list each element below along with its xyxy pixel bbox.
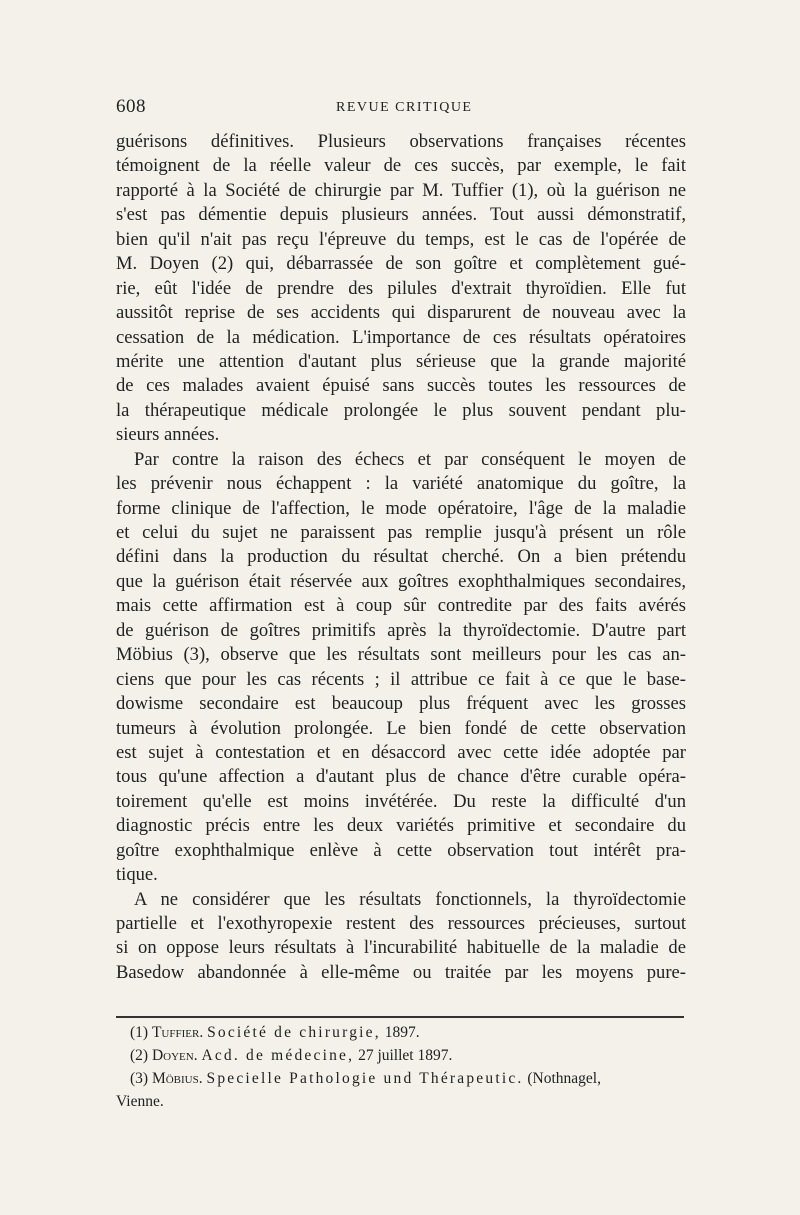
footnote-number: (2) <box>130 1047 149 1064</box>
text-line: toirement qu'elle est moins invétérée. Du reste la difficulté d'un <box>116 790 686 812</box>
footnote-reference: Société de chirurgie, <box>207 1024 381 1041</box>
running-title: REVUE CRITIQUE <box>336 100 473 115</box>
text-line: partielle et l'exothyropexie restent des ressources précieuses, surtout <box>116 913 686 934</box>
footnote-number: (1) <box>130 1024 149 1041</box>
text-line: de ces malades avaient épuisé sans succès toutes les ressources de <box>116 375 686 397</box>
text-line: guérisons définitives. Plusieurs observations françaises récentes <box>116 131 686 152</box>
footnotes <box>116 1021 686 1113</box>
text-line: dowisme secondaire est beaucoup plus fréquent avec les grosses <box>116 693 686 715</box>
footnote <box>116 1044 686 1067</box>
body-text <box>116 130 686 985</box>
text-line: s'est pas démentie depuis plusieurs années. Tout aussi démonstratif, <box>116 204 686 226</box>
text-line: sieurs années. <box>116 424 220 446</box>
text-line: goître exophthalmique enlève à cette observation tout intérêt pra- <box>116 839 686 861</box>
footnote-reference: Acd. de médecine, <box>201 1047 355 1064</box>
text-line: Möbius (3), observe que les résultats sont meilleurs pour les cas an- <box>116 644 686 666</box>
page-number: 608 <box>116 96 146 117</box>
footnote-detail: (Nothnagel, <box>523 1070 601 1087</box>
text-line: ciens que pour les cas récents ; il attribue ce fait à ce que le base- <box>116 668 686 690</box>
footnote-author: Tuffier. <box>151 1024 204 1041</box>
footnote-author: Doyen. <box>151 1047 198 1064</box>
footnote-detail: 27 juillet 1897. <box>354 1047 453 1064</box>
text-line: témoignent de la réelle valeur de ces succès, par exemple, le fait <box>116 155 686 177</box>
text-line: les prévenir nous échappent : la variété anatomique du goître, la <box>116 473 686 495</box>
footnote-continuation: Vienne. <box>116 1093 164 1110</box>
text-line: mais cette affirmation est à coup sûr contredite par des faits avérés <box>116 595 686 617</box>
text-line: diagnostic précis entre les deux variétés primitive et secondaire du <box>116 815 686 837</box>
text-line: que la guérison était réservée aux goîtres exophthalmiques secondaires, <box>116 570 686 592</box>
text-line: tique. <box>116 864 158 886</box>
text-line: A ne considérer que les résultats fonctionnels, la thyroïdectomie <box>134 888 686 910</box>
footnote-rule <box>116 1016 684 1018</box>
text-line: défini dans la production du résultat cherché. On a bien prétendu <box>116 546 686 568</box>
text-line: cessation de la médication. L'importance de ces résultats opératoires <box>116 326 686 348</box>
text-line: Basedow abandonnée à elle-même ou traitée par les moyens pure- <box>116 961 686 983</box>
footnote <box>116 1067 686 1090</box>
text-line: M. Doyen (2) qui, débarrassée de son goître et complètement gué- <box>116 253 686 275</box>
text-line: forme clinique de l'affection, le mode opératoire, l'âge de la maladie <box>116 497 686 519</box>
text-line: mérite une attention d'autant plus sérieuse que la grande majorité <box>116 350 686 372</box>
footnote-detail: 1897. <box>380 1024 420 1041</box>
text-line: rapporté à la Société de chirurgie par M. Tuffier (1), où la guérison ne <box>116 179 686 201</box>
footnote-author: Möbius. <box>151 1070 203 1087</box>
footnote-reference: Specielle Pathologie und Thérapeutic. <box>206 1070 524 1087</box>
footnote-number: (3) <box>130 1070 149 1087</box>
page-header <box>116 96 686 120</box>
text-line: de guérison de goîtres primitifs après la thyroïdectomie. D'autre part <box>116 619 686 641</box>
text-line: la thérapeutique médicale prolongée le plus souvent pendant plu- <box>116 399 686 421</box>
text-line: tumeurs à évolution prolongée. Le bien fondé de cette observation <box>116 717 686 739</box>
text-line: est sujet à contestation et en désaccord avec cette idée adoptée par <box>116 741 686 763</box>
text-line: bien qu'il n'ait pas reçu l'épreuve du temps, est le cas de l'opérée de <box>116 228 686 250</box>
text-line: tous qu'une affection a d'autant plus de chance d'être curable opéra- <box>116 766 686 788</box>
text-line: Par contre la raison des échecs et par conséquent le moyen de <box>134 448 686 470</box>
footnote <box>116 1021 686 1044</box>
text-line: aussitôt reprise de ses accidents qui disparurent de nouveau avec la <box>116 302 686 324</box>
text-line: et celui du sujet ne paraissent pas remplie jusqu'à présent un rôle <box>116 522 686 543</box>
text-line: rie, eût l'idée de prendre des pilules d'extrait thyroïdien. Elle fut <box>116 277 686 299</box>
text-line: si on oppose leurs résultats à l'incurabilité habituelle de la maladie de <box>116 937 686 959</box>
